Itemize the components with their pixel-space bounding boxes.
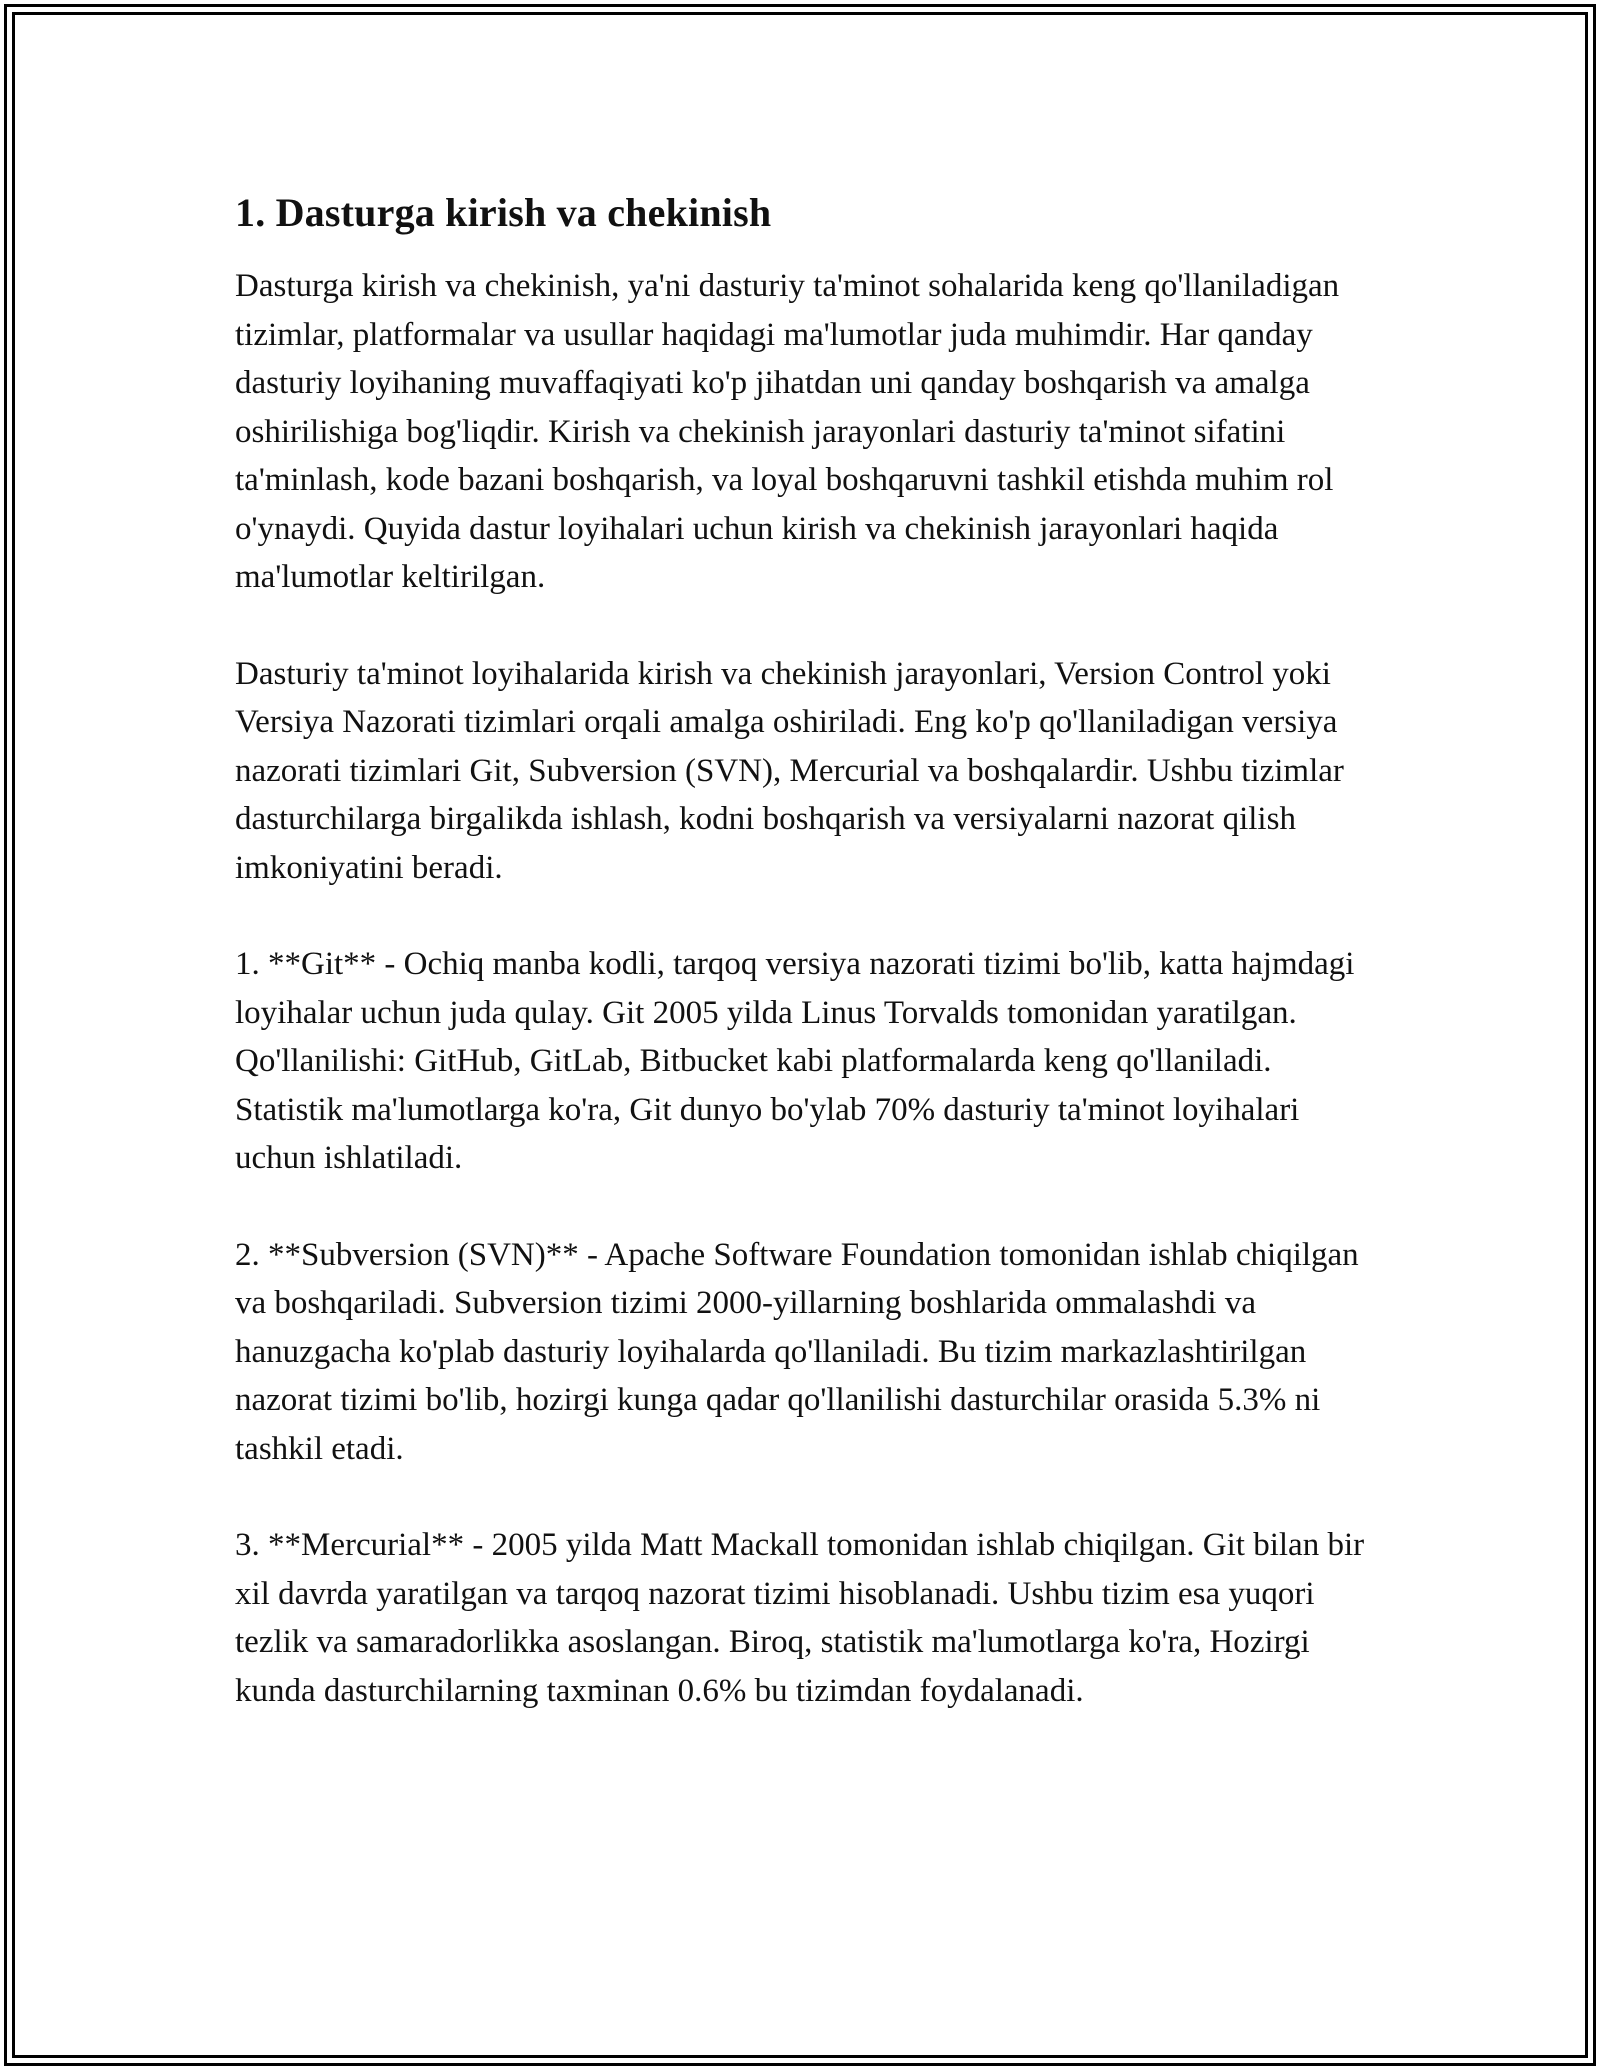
paragraph-version-control: Dasturiy ta'minot loyihalarida kirish va chekinish jarayonlari, Version Control yoki Versiya Nazorati tizimlari orqali amalga oshiriladi. Eng ko'p qo'llaniladigan versiya nazorati tizimlari Git, Subversion (SVN), Mercurial va boshqalardir. Ushbu tizimlar dasturchilarga birgalikda ishlash, kodni boshqarish va versiyalarni nazorat qilish imkoniyatini beradi. <box>235 655 1344 886</box>
paragraph-intro: Dasturga kirish va chekinish, ya'ni dasturiy ta'minot sohalarida keng qo'llaniladigan tizimlar, platformalar va usullar haqidagi ma'lumotlar juda muhimdir. Har qanday dasturiy loyihaning muvaffaqiyati ko'p jihatdan uni qanday boshqarish va amalga oshirilishiga bog'liqdir. Kirish va chekinish jarayonlari dasturiy ta'minot sifatini ta'minlash, kode bazani boshqarish, va loyal boshqaruvni tashkil etishda muhim rol o'ynaydi. Quyida dastur loyihalari uchun kirish va chekinish jarayonlari haqida ma'lumotlar keltirilgan. <box>235 268 1340 595</box>
paragraph-svn: 2. **Subversion (SVN)** - Apache Software Foundation tomonidan ishlab chiqilgan va boshqariladi. Subversion tizimi 2000-yillarning boshlarida ommalashdi va hanuzgacha ko'plab dasturiy loyihalarda qo'llaniladi. Bu tizim markazlashtirilgan nazorat tizimi bo'lib, hozirgi kunga qadar qo'llanilishi dasturchilar orasida 5.3% ni tashkil etadi. <box>235 1236 1359 1467</box>
document-body <box>235 184 1375 1715</box>
page-title: 1. Dasturga kirish va chekinish <box>235 190 772 235</box>
paragraph-git: 1. **Git** - Ochiq manba kodli, tarqoq versiya nazorati tizimi bo'lib, katta hajmdagi loyihalar uchun juda qulay. Git 2005 yilda Linus Torvalds tomonidan yaratilgan. Qo'llanilishi: GitHub, GitLab, Bitbucket kabi platformalarda keng qo'llaniladi. Statistik ma'lumotlarga ko'ra, Git dunyo bo'ylab 70% dasturiy ta'minot loyihalari uchun ishlatiladi. <box>235 946 1355 1176</box>
paragraph-mercurial: 3. **Mercurial** - 2005 yilda Matt Mackall tomonidan ishlab chiqilgan. Git bilan bir xil davrda yaratilgan va tarqoq nazorat tizimi hisoblanadi. Ushbu tizim esa yuqori tezlik va samaradorlikka asoslangan. Biroq, statistik ma'lumotlarga ko'ra, Hozirgi kunda dasturchilarning taxminan 0.6% bu tizimdan foydalanadi. <box>235 1527 1365 1709</box>
